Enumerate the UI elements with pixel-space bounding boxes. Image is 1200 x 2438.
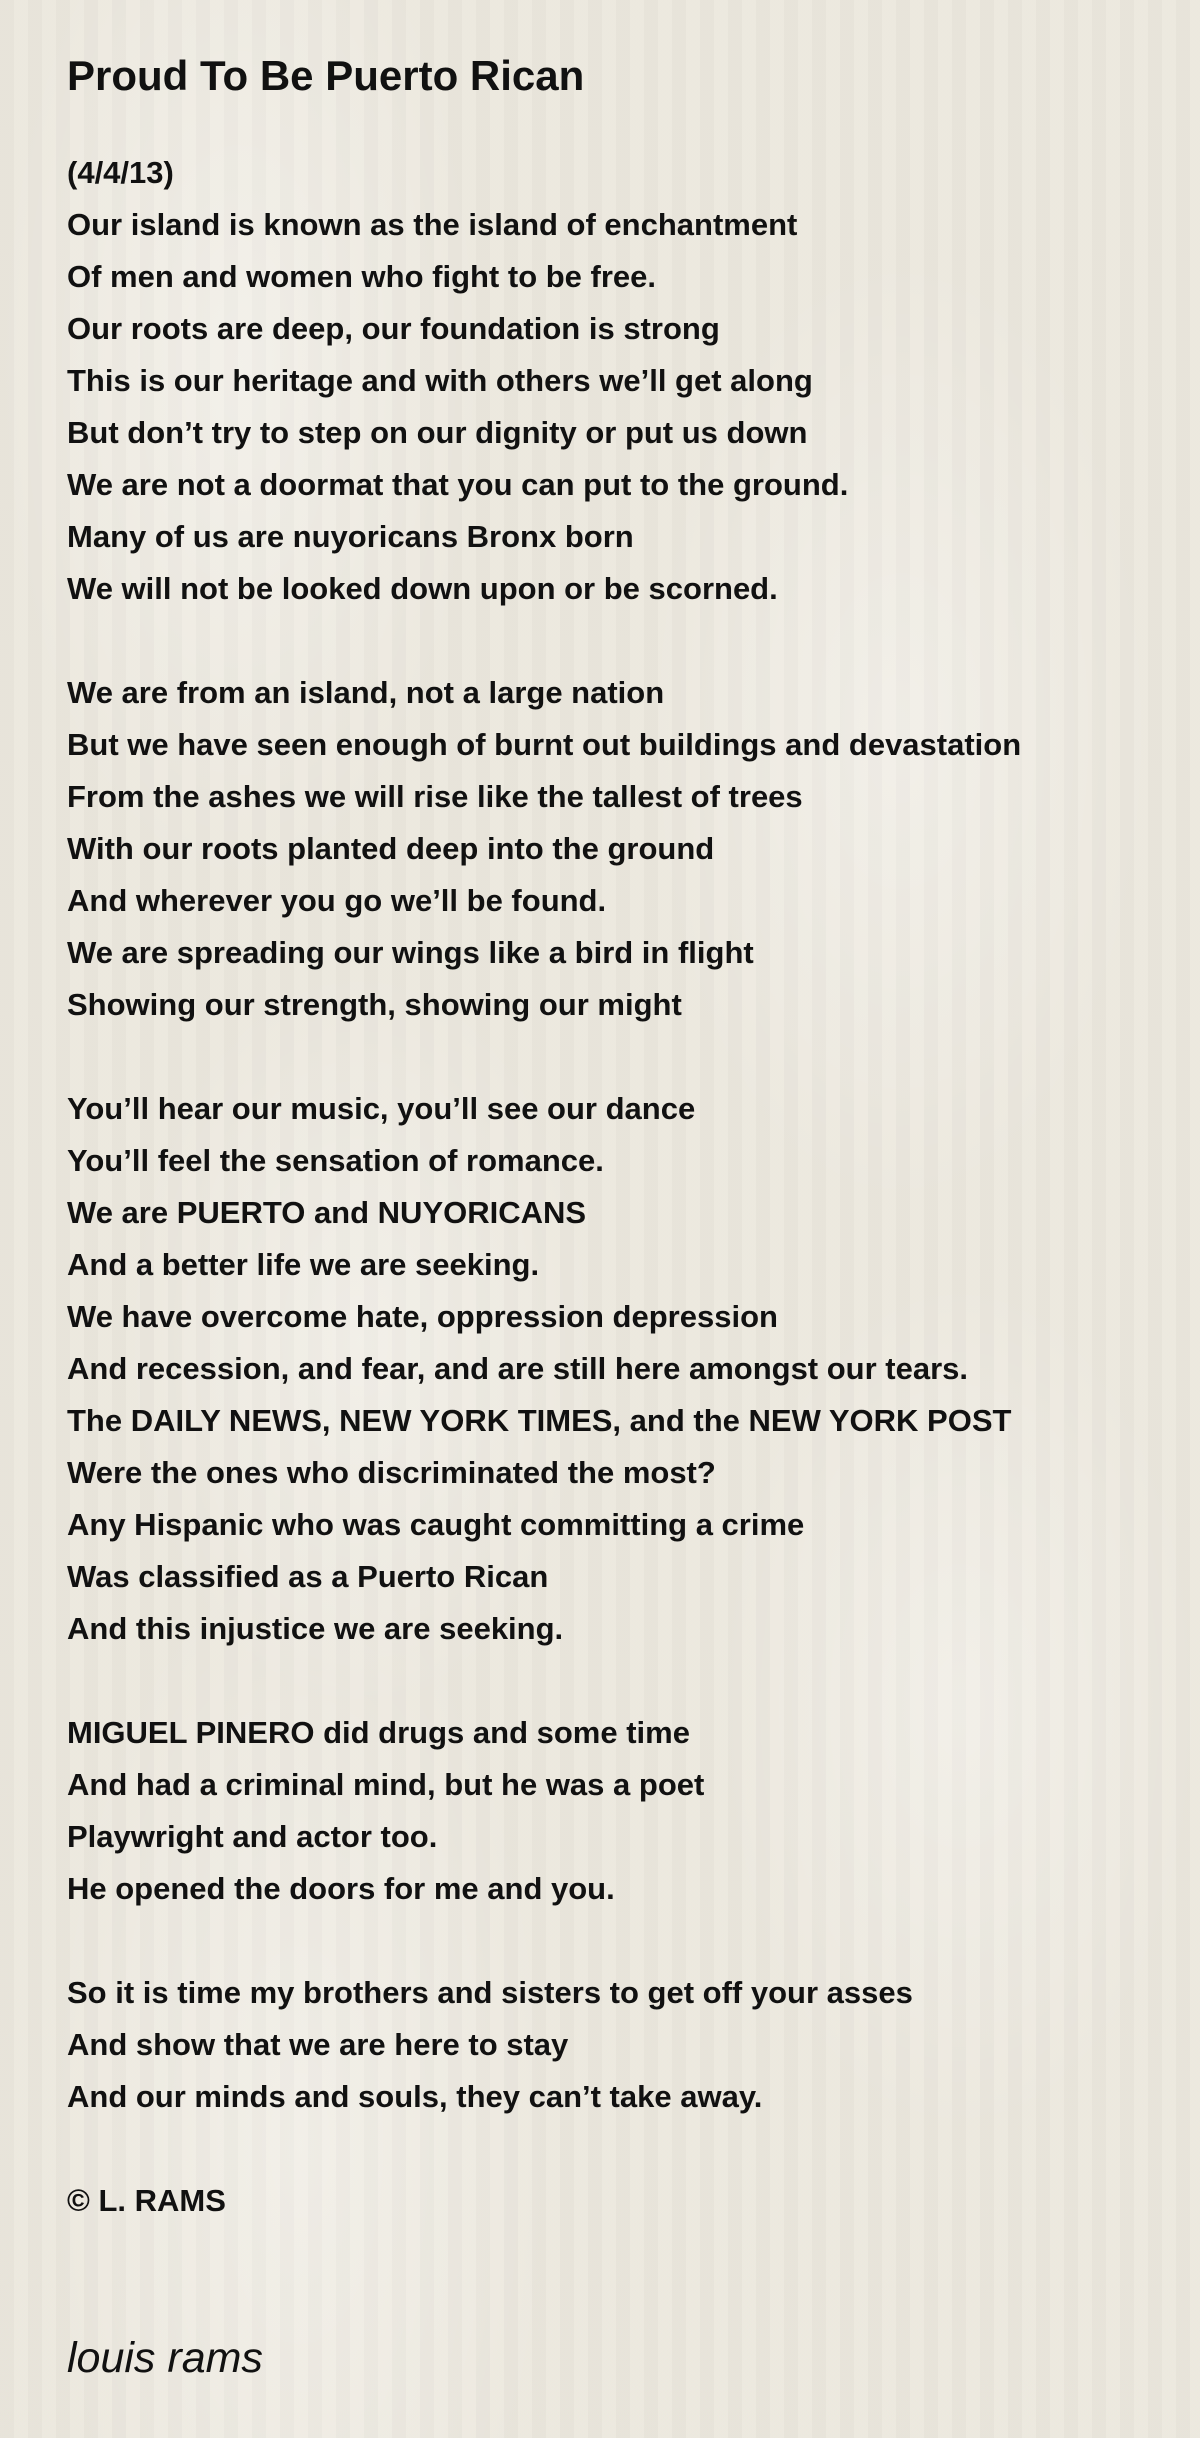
poem-line: This is our heritage and with others we’ll get along	[67, 363, 813, 398]
poem-line: Our island is known as the island of enchantment	[67, 207, 798, 242]
poem-line: We are PUERTO and NUYORICANS	[67, 1195, 587, 1230]
poem-line: (4/4/13)	[67, 155, 174, 190]
poem-line: We will not be looked down upon or be scorned.	[67, 571, 778, 606]
poem-body	[67, 147, 1167, 2279]
poem-line: Many of us are nuyoricans Bronx born	[67, 519, 634, 554]
poem-line: And our minds and souls, they can’t take away.	[67, 2079, 763, 2114]
poem-stanza	[67, 147, 1167, 615]
poem-line: © L. RAMS	[67, 2183, 226, 2218]
poem-line: And recession, and fear, and are still here amongst our tears.	[67, 1351, 969, 1386]
poem-line: And wherever you go we’ll be found.	[67, 883, 607, 918]
poem-line: Our roots are deep, our foundation is strong	[67, 311, 720, 346]
poem-line: Playwright and actor too.	[67, 1819, 438, 1854]
poem-stanza	[67, 667, 1167, 1031]
poem-line: You’ll hear our music, you’ll see our dance	[67, 1091, 696, 1126]
poem-author: louis rams	[67, 2334, 263, 2382]
poem-line: He opened the doors for me and you.	[67, 1871, 615, 1906]
poem-stanza	[67, 1967, 1167, 2123]
poem-line: But we have seen enough of burnt out buildings and devastation	[67, 727, 1022, 762]
poem-line: Any Hispanic who was caught committing a crime	[67, 1507, 805, 1542]
poem-line: We are from an island, not a large nation	[67, 675, 665, 710]
poem-stanza	[67, 1707, 1167, 1915]
poem-line: So it is time my brothers and sisters to get off your asses	[67, 1975, 913, 2010]
poem-line: And had a criminal mind, but he was a poet	[67, 1767, 705, 1802]
poem-line: We are spreading our wings like a bird in flight	[67, 935, 754, 970]
poem-line: We are not a doormat that you can put to the ground.	[67, 467, 849, 502]
poem-line: You’ll feel the sensation of romance.	[67, 1143, 604, 1178]
poem-line: MIGUEL PINERO did drugs and some time	[67, 1715, 690, 1750]
poem-title: Proud To Be Puerto Rican	[67, 52, 585, 99]
poem-line: Was classified as a Puerto Rican	[67, 1559, 549, 1594]
poem-line: From the ashes we will rise like the tallest of trees	[67, 779, 803, 814]
poem-line: Of men and women who fight to be free.	[67, 259, 657, 294]
poem-line: With our roots planted deep into the ground	[67, 831, 715, 866]
poem-stanza	[67, 2175, 1167, 2227]
poem-line: But don’t try to step on our dignity or put us down	[67, 415, 808, 450]
poem-line: And a better life we are seeking.	[67, 1247, 540, 1282]
poem-line: Were the ones who discriminated the most?	[67, 1455, 716, 1490]
poem-line: We have overcome hate, oppression depression	[67, 1299, 778, 1334]
poem-stanza	[67, 1083, 1167, 1655]
poem-line: And this injustice we are seeking.	[67, 1611, 564, 1646]
poem-line: The DAILY NEWS, NEW YORK TIMES, and the NEW YORK POST	[67, 1403, 1012, 1438]
poem-line: Showing our strength, showing our might	[67, 987, 682, 1022]
poem-line: And show that we are here to stay	[67, 2027, 569, 2062]
